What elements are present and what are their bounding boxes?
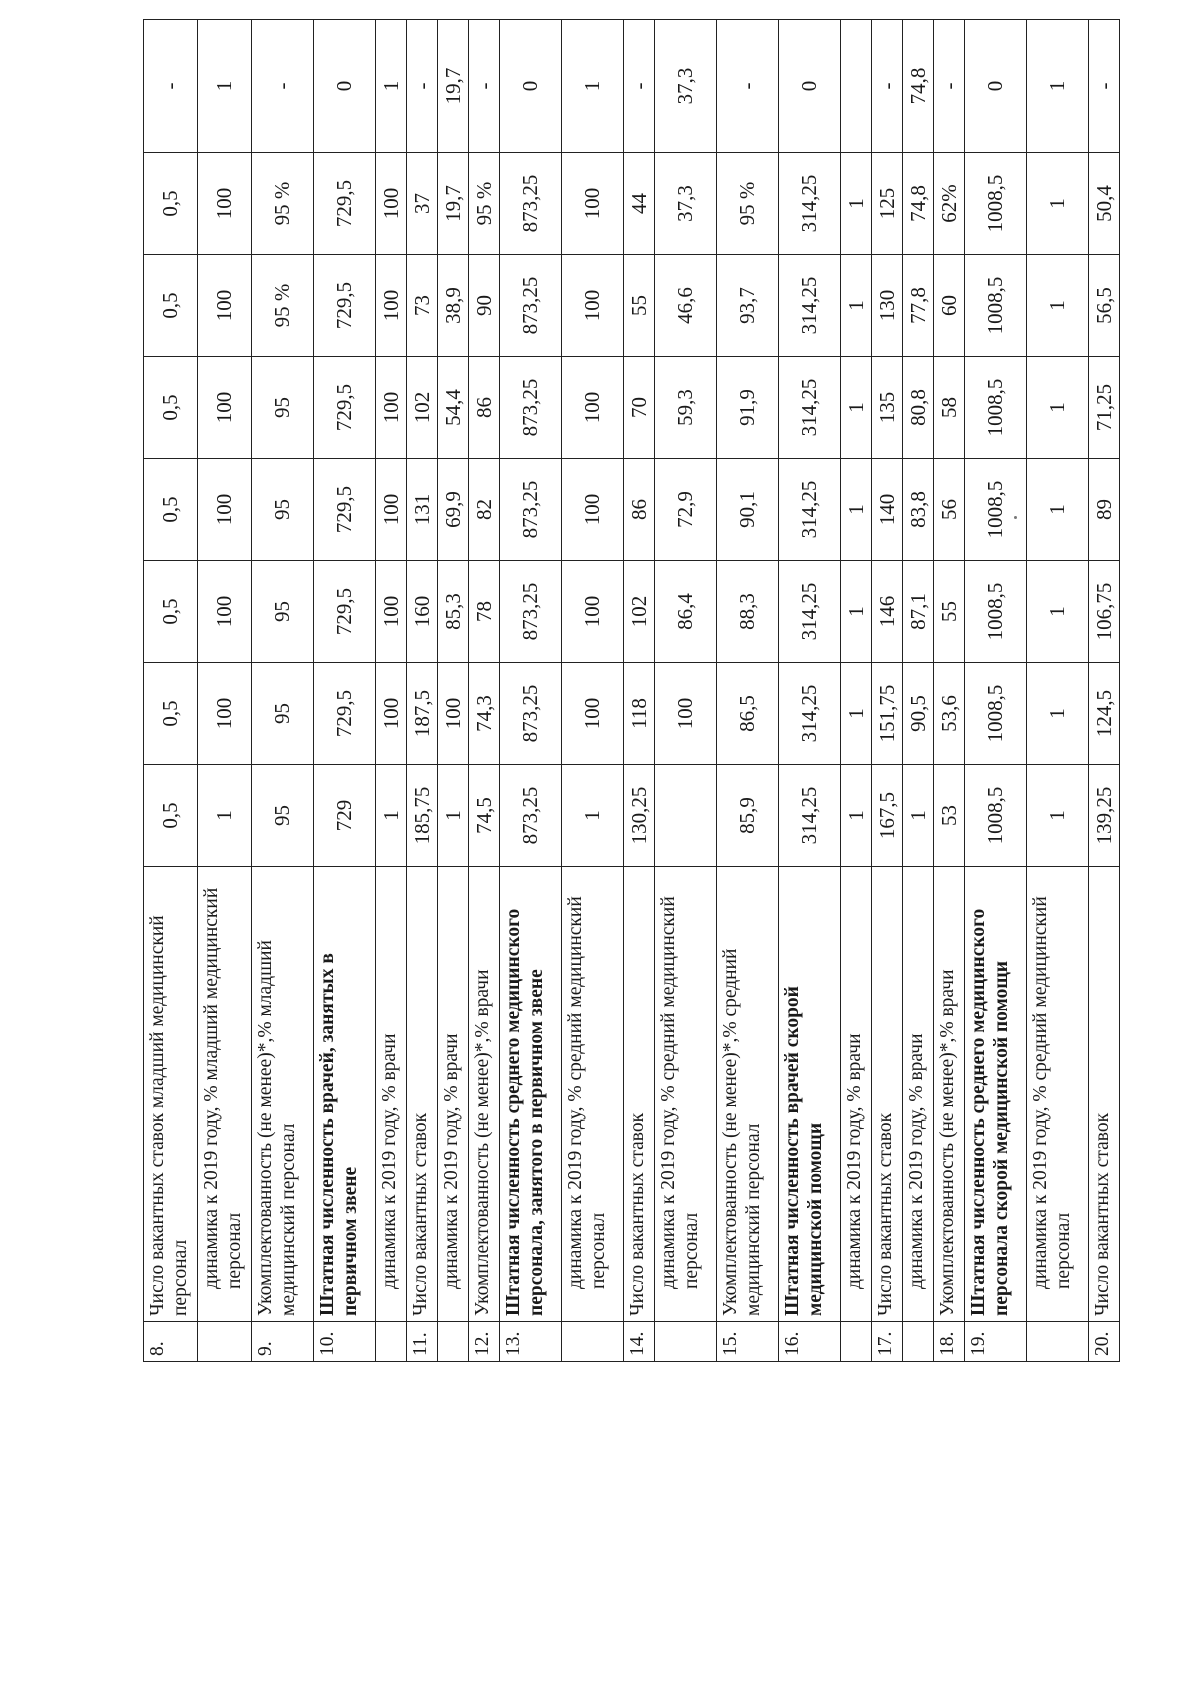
row-number [903,1322,934,1362]
table-row [144,20,198,1362]
value-cell: 160 [407,561,438,663]
value-cell: 0 [500,20,562,153]
value-cell: 82 [469,459,500,561]
value-cell: 873,25 [500,153,562,255]
table-row [1027,20,1089,1362]
indicator-label: динамика к 2019 году, % врачи [376,867,407,1322]
value-cell: 729,5 [314,561,376,663]
value-cell: 131 [407,459,438,561]
indicator-label: Укомплектованность (не менее)*,% врачи [469,867,500,1322]
value-cell: 53 [934,765,965,867]
value-cell: 139,25 [1089,765,1120,867]
value-cell: 1 [438,765,469,867]
value-cell: 130,25 [624,765,655,867]
value-cell: 1 [1027,561,1089,663]
table-row [717,20,779,1362]
value-cell: 71,25 [1089,357,1120,459]
value-cell: 1008,5 [965,561,1027,663]
value-cell: 0 [314,20,376,153]
indicator-label: динамика к 2019 году, % врачи [841,867,872,1322]
value-cell: 95 % [469,153,500,255]
value-cell: 100 [655,663,717,765]
value-cell: 1008,5 [965,153,1027,255]
table-row [314,20,376,1362]
table-row [934,20,965,1362]
value-cell: 873,25 [500,561,562,663]
value-cell: 88,3 [717,561,779,663]
value-cell: 1 [1027,20,1089,153]
rotated-table-container [143,60,1120,1362]
value-cell: 100 [376,663,407,765]
value-cell: 1 [1027,459,1089,561]
value-cell: 1008,5 [965,459,1027,561]
value-cell: 90,1 [717,459,779,561]
value-cell [841,20,872,153]
value-cell: 314,25 [779,255,841,357]
value-cell: 130 [872,255,903,357]
value-cell: 729,5 [314,663,376,765]
row-number [655,1322,717,1362]
row-number [376,1322,407,1362]
value-cell: 74,8 [903,20,934,153]
value-cell: 151,75 [872,663,903,765]
value-cell: 100 [198,357,252,459]
indicator-label: динамика к 2019 году, % средний медицинский персонал [1027,867,1089,1322]
value-cell: 314,25 [779,765,841,867]
value-cell: 91,9 [717,357,779,459]
table-body [144,20,1120,1362]
value-cell: 1 [841,459,872,561]
value-cell: 86 [624,459,655,561]
value-cell: 1 [841,663,872,765]
value-cell: 873,25 [500,459,562,561]
value-cell: 1 [198,20,252,153]
value-cell [655,765,717,867]
row-number: 17. [872,1322,903,1362]
indicator-label: Штатная численность врачей скорой медицинской помощи [779,867,841,1322]
value-cell: 19,7 [438,153,469,255]
row-number: 18. [934,1322,965,1362]
value-cell: 729,5 [314,255,376,357]
value-cell: 118 [624,663,655,765]
value-cell: 77,8 [903,255,934,357]
scan-speck [1014,516,1017,519]
value-cell: 146 [872,561,903,663]
value-cell: 1 [841,153,872,255]
value-cell: 85,3 [438,561,469,663]
value-cell: 60 [934,255,965,357]
value-cell: 100 [376,153,407,255]
value-cell: 95 % [717,153,779,255]
value-cell: 1 [841,561,872,663]
value-cell: 729,5 [314,357,376,459]
value-cell: 102 [624,561,655,663]
value-cell: 167,5 [872,765,903,867]
value-cell: 102 [407,357,438,459]
table-row [500,20,562,1362]
value-cell: 72,9 [655,459,717,561]
value-cell: 873,25 [500,663,562,765]
value-cell: 58 [934,357,965,459]
value-cell: 100 [376,459,407,561]
indicator-label: динамика к 2019 году, % врачи [903,867,934,1322]
value-cell: 37 [407,153,438,255]
value-cell: 1 [841,255,872,357]
value-cell: 90 [469,255,500,357]
value-cell: 1 [1027,255,1089,357]
value-cell: 74,8 [903,153,934,255]
value-cell: - [252,20,314,153]
value-cell: 19,7 [438,20,469,153]
table-row [1089,20,1120,1362]
row-number: 20. [1089,1322,1120,1362]
row-number: 9. [252,1322,314,1362]
value-cell: 70 [624,357,655,459]
value-cell: - [144,20,198,153]
row-number: 14. [624,1322,655,1362]
value-cell: 125 [872,153,903,255]
value-cell: 100 [562,357,624,459]
value-cell: 38,9 [438,255,469,357]
indicator-label: Штатная численность среднего медицинского персонала, занятого в первичном звене [500,867,562,1322]
table-row [562,20,624,1362]
staffing-indicators-table [143,19,1120,1362]
value-cell: 1 [903,765,934,867]
indicator-label: Штатная численность врачей, занятых в первичном звене [314,867,376,1322]
value-cell: 1 [562,20,624,153]
value-cell: 95 % [252,255,314,357]
row-number: 19. [965,1322,1027,1362]
value-cell: 729,5 [314,459,376,561]
table-row [376,20,407,1362]
value-cell: 85,9 [717,765,779,867]
value-cell: 314,25 [779,663,841,765]
value-cell: 46,6 [655,255,717,357]
value-cell: 187,5 [407,663,438,765]
value-cell: 78 [469,561,500,663]
value-cell: 95 [252,561,314,663]
indicator-label: Число вакантных ставок младший медицинский персонал [144,867,198,1322]
table-row [252,20,314,1362]
value-cell: 0,5 [144,255,198,357]
value-cell: 95 [252,663,314,765]
value-cell: 873,25 [500,357,562,459]
value-cell: 86,5 [717,663,779,765]
value-cell: 0 [779,20,841,153]
value-cell: 100 [198,153,252,255]
indicator-label: Укомплектованность (не менее)*,% средний медицинский персонал [717,867,779,1322]
table-row [903,20,934,1362]
table-row [407,20,438,1362]
value-cell: 89 [1089,459,1120,561]
value-cell: - [934,20,965,153]
value-cell: 73 [407,255,438,357]
value-cell: 86 [469,357,500,459]
value-cell: 0,5 [144,153,198,255]
value-cell: 56,5 [1089,255,1120,357]
value-cell: 100 [198,459,252,561]
row-number [562,1322,624,1362]
value-cell: 69,9 [438,459,469,561]
value-cell: 0,5 [144,459,198,561]
table-row [198,20,252,1362]
indicator-label: Число вакантных ставок [1089,867,1120,1322]
value-cell: 1008,5 [965,255,1027,357]
row-number [841,1322,872,1362]
value-cell: - [1089,20,1120,153]
value-cell: 314,25 [779,459,841,561]
row-number: 13. [500,1322,562,1362]
value-cell: 1008,5 [965,765,1027,867]
row-number: 15. [717,1322,779,1362]
value-cell: 1 [198,765,252,867]
value-cell: 100 [562,561,624,663]
indicator-label: динамика к 2019 году, % младший медицинский персонал [198,867,252,1322]
indicator-label: динамика к 2019 году, % врачи [438,867,469,1322]
value-cell: 100 [562,255,624,357]
row-number [198,1322,252,1362]
value-cell: 37,3 [655,153,717,255]
value-cell: 1 [376,20,407,153]
value-cell: 185,75 [407,765,438,867]
value-cell: 1008,5 [965,357,1027,459]
value-cell: 100 [376,357,407,459]
table-row [872,20,903,1362]
value-cell: 100 [562,459,624,561]
value-cell: 100 [376,255,407,357]
value-cell: 95 [252,357,314,459]
value-cell: 55 [934,561,965,663]
value-cell: - [872,20,903,153]
value-cell: 50,4 [1089,153,1120,255]
value-cell: 0,5 [144,663,198,765]
value-cell: 873,25 [500,255,562,357]
value-cell: 1 [1027,765,1089,867]
value-cell: 100 [376,561,407,663]
value-cell: 62% [934,153,965,255]
value-cell: 100 [562,663,624,765]
value-cell: 90,5 [903,663,934,765]
value-cell: 37,3 [655,20,717,153]
indicator-label: Число вакантных ставок [407,867,438,1322]
indicator-label: Штатная численность среднего медицинского персонала скорой медицинской помощи [965,867,1027,1322]
value-cell: 80,8 [903,357,934,459]
table-row [655,20,717,1362]
row-number: 12. [469,1322,500,1362]
value-cell: 44 [624,153,655,255]
value-cell: 0,5 [144,561,198,663]
value-cell: 59,3 [655,357,717,459]
indicator-label: Укомплектованность (не менее)*,% младший медицинский персонал [252,867,314,1322]
value-cell: 100 [562,153,624,255]
row-number [438,1322,469,1362]
value-cell: - [469,20,500,153]
indicator-label: Число вакантных ставок [872,867,903,1322]
row-number: 11. [407,1322,438,1362]
value-cell: 0,5 [144,765,198,867]
value-cell: 729,5 [314,153,376,255]
value-cell: 95 [252,459,314,561]
row-number: 10. [314,1322,376,1362]
value-cell: 1 [1027,153,1089,255]
value-cell: - [407,20,438,153]
table-row [965,20,1027,1362]
value-cell: 1 [1027,663,1089,765]
table-row [841,20,872,1362]
table-row [469,20,500,1362]
value-cell: 314,25 [779,561,841,663]
value-cell: 53,6 [934,663,965,765]
value-cell: 54,4 [438,357,469,459]
indicator-label: динамика к 2019 году, % средний медицинский персонал [655,867,717,1322]
value-cell: 100 [198,255,252,357]
table-row [779,20,841,1362]
value-cell: 1 [562,765,624,867]
value-cell: 83,8 [903,459,934,561]
value-cell: 100 [198,663,252,765]
value-cell: 1 [1027,357,1089,459]
value-cell: 106,75 [1089,561,1120,663]
value-cell: 1 [841,357,872,459]
value-cell: 100 [198,561,252,663]
value-cell: 314,25 [779,357,841,459]
value-cell: - [624,20,655,153]
value-cell: 95 [252,765,314,867]
indicator-label: Число вакантных ставок [624,867,655,1322]
value-cell: 1 [841,765,872,867]
value-cell: 1008,5 [965,663,1027,765]
value-cell: 95 % [252,153,314,255]
table-row [438,20,469,1362]
table-row [624,20,655,1362]
value-cell: 93,7 [717,255,779,357]
row-number: 16. [779,1322,841,1362]
value-cell: 74,5 [469,765,500,867]
value-cell: - [717,20,779,153]
row-number: 8. [144,1322,198,1362]
value-cell: 140 [872,459,903,561]
value-cell: 86,4 [655,561,717,663]
value-cell: 87,1 [903,561,934,663]
value-cell: 314,25 [779,153,841,255]
value-cell: 74,3 [469,663,500,765]
value-cell: 124,5 [1089,663,1120,765]
indicator-label: Укомплектованность (не менее)*,% врачи [934,867,965,1322]
value-cell: 0 [965,20,1027,153]
indicator-label: динамика к 2019 году, % средний медицинский персонал [562,867,624,1322]
value-cell: 1 [376,765,407,867]
value-cell: 100 [438,663,469,765]
value-cell: 729 [314,765,376,867]
value-cell: 0,5 [144,357,198,459]
value-cell: 55 [624,255,655,357]
value-cell: 56 [934,459,965,561]
value-cell: 873,25 [500,765,562,867]
value-cell: 135 [872,357,903,459]
row-number [1027,1322,1089,1362]
